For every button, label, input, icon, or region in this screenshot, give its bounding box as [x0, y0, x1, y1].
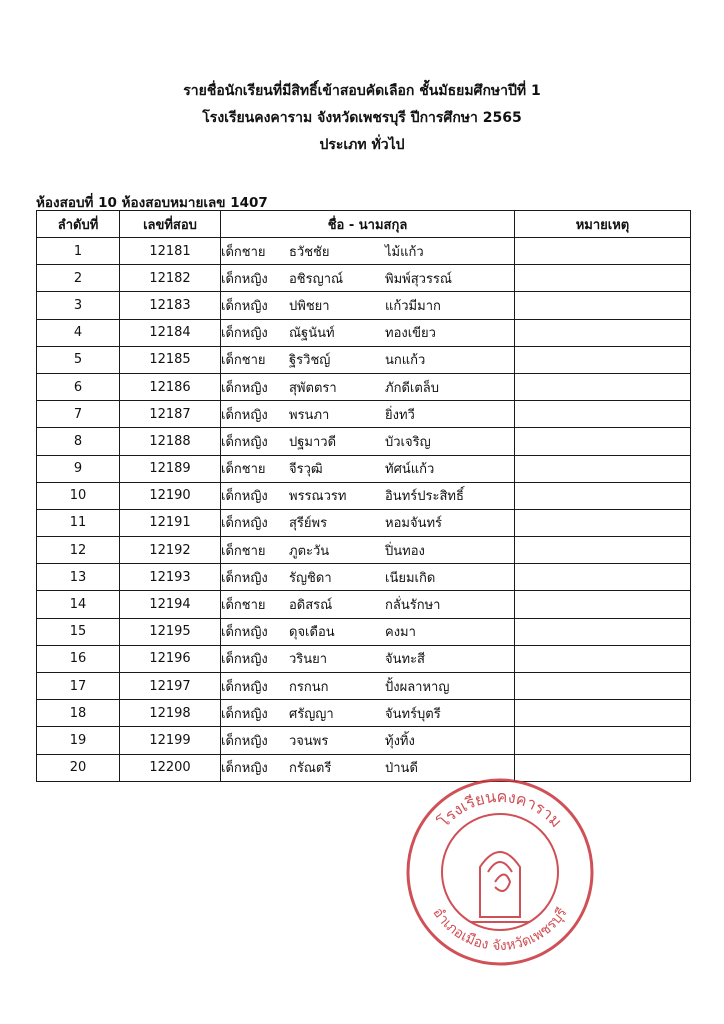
name-title: เด็กหญิง: [221, 271, 268, 287]
table-row: [37, 645, 691, 672]
note-cell: [515, 700, 691, 727]
note-cell: [515, 509, 691, 536]
header-category: ประเภท ทั่วไป: [319, 137, 405, 153]
note-cell: [515, 401, 691, 428]
name-title: เด็กชาย: [221, 598, 266, 614]
name-cell: [221, 373, 515, 400]
exam-number-cell: 12200: [120, 754, 221, 781]
first-name: วจนพร: [289, 733, 329, 749]
last-name: ทุ้งทิ้ง: [385, 733, 415, 749]
exam-number-cell: 12181: [120, 238, 221, 265]
exam-number-cell: 12190: [120, 482, 221, 509]
exam-number-cell: 12194: [120, 591, 221, 618]
seq-cell: 4: [37, 319, 120, 346]
first-name: สุพัตตรา: [289, 380, 337, 396]
name-title: เด็กหญิง: [221, 761, 268, 777]
first-name: ปพิชยา: [289, 298, 330, 314]
last-name: เนียมเกิด: [385, 570, 436, 586]
exam-room-label: ห้องสอบที่ 10 ห้องสอบหมายเลข 1407: [36, 195, 268, 211]
note-cell: [515, 265, 691, 292]
name-cell: [221, 564, 515, 591]
exam-number-cell: 12185: [120, 346, 221, 373]
first-name: ฐิรวิชญ์: [289, 353, 331, 369]
name-title: เด็กหญิง: [221, 652, 268, 668]
name-title: เด็กชาย: [221, 543, 266, 559]
note-cell: [515, 618, 691, 645]
last-name: ปิ่นทอง: [385, 543, 425, 559]
note-cell: [515, 645, 691, 672]
seal-bottom-text: อำเภอเมือง จังหวัดเพชรบุรี: [429, 904, 571, 955]
seq-cell: 14: [37, 591, 120, 618]
header-school: โรงเรียนคงคาราม จังหวัดเพชรบุรี ปีการศึกษา 2565: [202, 110, 522, 126]
exam-number-cell: 12191: [120, 509, 221, 536]
first-name: ดุจเดือน: [289, 625, 335, 641]
first-name: ภูตะวัน: [289, 543, 330, 559]
name-title: เด็กหญิง: [221, 706, 268, 722]
table-row: [37, 373, 691, 400]
first-name: กรัณตรี: [289, 761, 332, 777]
note-cell: [515, 428, 691, 455]
table-row: [37, 673, 691, 700]
name-cell: [221, 537, 515, 564]
last-name: นกแก้ว: [385, 353, 426, 369]
last-name: ปั้งผลาหาญ: [385, 679, 450, 695]
seq-cell: 13: [37, 564, 120, 591]
first-name: จีรวุฒิ: [289, 462, 323, 478]
table-row: [37, 265, 691, 292]
seq-cell: 17: [37, 673, 120, 700]
school-seal-stamp: [400, 772, 600, 972]
exam-number-cell: 12183: [120, 292, 221, 319]
student-roster-table: [36, 210, 691, 782]
name-title: เด็กชาย: [221, 353, 266, 369]
seq-cell: 19: [37, 727, 120, 754]
name-title: เด็กหญิง: [221, 679, 268, 695]
name-cell: [221, 673, 515, 700]
seq-cell: 10: [37, 482, 120, 509]
name-title: เด็กหญิง: [221, 407, 268, 423]
name-cell: [221, 292, 515, 319]
first-name: วรินยา: [289, 652, 328, 668]
name-title: เด็กหญิง: [221, 733, 268, 749]
last-name: ทองเขียว: [385, 326, 436, 342]
seq-cell: 8: [37, 428, 120, 455]
table-row: [37, 618, 691, 645]
exam-number-cell: 12193: [120, 564, 221, 591]
name-title: เด็กชาย: [221, 244, 266, 260]
note-cell: [515, 346, 691, 373]
exam-number-cell: 12198: [120, 700, 221, 727]
first-name: กรกนก: [289, 679, 329, 695]
name-cell: [221, 401, 515, 428]
name-cell: [221, 727, 515, 754]
first-name: รัญชิดา: [289, 570, 332, 586]
last-name: แก้วมีมาก: [385, 298, 441, 314]
exam-number-cell: 12199: [120, 727, 221, 754]
seq-cell: 1: [37, 238, 120, 265]
note-cell: [515, 373, 691, 400]
seq-cell: 3: [37, 292, 120, 319]
table-row: [37, 537, 691, 564]
exam-number-cell: 12184: [120, 319, 221, 346]
note-cell: [515, 238, 691, 265]
exam-number-cell: 12195: [120, 618, 221, 645]
last-name: ทัศน์แก้ว: [385, 462, 435, 478]
seq-cell: 15: [37, 618, 120, 645]
header-exam-number: เลขที่สอบ: [120, 211, 221, 238]
name-cell: [221, 319, 515, 346]
name-cell: [221, 238, 515, 265]
first-name: ณัฐนันท์: [289, 326, 335, 342]
table-row: [37, 238, 691, 265]
header-title: รายชื่อนักเรียนที่มีสิทธิ์เข้าสอบคัดเลือก ชั้นมัธยมศึกษาปีที่ 1: [183, 83, 541, 99]
note-cell: [515, 455, 691, 482]
note-cell: [515, 673, 691, 700]
note-cell: [515, 292, 691, 319]
name-cell: [221, 455, 515, 482]
seq-cell: 9: [37, 455, 120, 482]
name-title: เด็กหญิง: [221, 516, 268, 532]
name-title: เด็กชาย: [221, 462, 266, 478]
last-name: กลั่นรักษา: [385, 598, 441, 614]
table-row: [37, 482, 691, 509]
first-name: ศรัญญา: [289, 706, 334, 722]
seq-cell: 12: [37, 537, 120, 564]
last-name: บัวเจริญ: [385, 434, 431, 450]
name-title: เด็กหญิง: [221, 298, 268, 314]
note-cell: [515, 537, 691, 564]
table-row: [37, 401, 691, 428]
name-cell: [221, 346, 515, 373]
exam-number-cell: 12188: [120, 428, 221, 455]
header-note: หมายเหตุ: [515, 211, 691, 238]
table-row: [37, 455, 691, 482]
table-row: [37, 700, 691, 727]
seq-cell: 6: [37, 373, 120, 400]
name-cell: [221, 428, 515, 455]
seq-cell: 7: [37, 401, 120, 428]
first-name: สุรีย์พร: [289, 516, 328, 532]
table-row: [37, 509, 691, 536]
exam-number-cell: 12192: [120, 537, 221, 564]
table-body: [37, 238, 691, 782]
exam-number-cell: 12186: [120, 373, 221, 400]
seq-cell: 20: [37, 754, 120, 781]
table-row: [37, 428, 691, 455]
header-seq: ลำดับที่: [37, 211, 120, 238]
note-cell: [515, 564, 691, 591]
exam-number-cell: 12196: [120, 645, 221, 672]
table-row: [37, 346, 691, 373]
last-name: อินทร์ประสิทธิ์: [385, 489, 464, 505]
seq-cell: 16: [37, 645, 120, 672]
last-name: หอมจันทร์: [385, 516, 443, 532]
name-title: เด็กหญิง: [221, 434, 268, 450]
first-name: พรรณวรท: [289, 489, 347, 505]
name-cell: [221, 645, 515, 672]
name-cell: [221, 509, 515, 536]
name-title: เด็กหญิง: [221, 380, 268, 396]
table-header-row: [37, 211, 691, 238]
note-cell: [515, 319, 691, 346]
seq-cell: 11: [37, 509, 120, 536]
table-row: [37, 319, 691, 346]
first-name: ปฐมาวดี: [289, 434, 337, 450]
note-cell: [515, 482, 691, 509]
name-cell: [221, 700, 515, 727]
exam-number-cell: 12197: [120, 673, 221, 700]
name-cell: [221, 618, 515, 645]
table-row: [37, 727, 691, 754]
exam-number-cell: 12182: [120, 265, 221, 292]
last-name: ภักดีเตล็บ: [385, 380, 439, 396]
name-cell: [221, 265, 515, 292]
seq-cell: 2: [37, 265, 120, 292]
header-name: ชื่อ - นามสกุล: [221, 211, 515, 238]
seal-top-text: โรงเรียนคงคาราม: [433, 786, 566, 832]
last-name: คงมา: [385, 625, 416, 641]
last-name: จันทร์บุตรี: [385, 706, 441, 722]
first-name: พรนภา: [289, 407, 330, 423]
document-header: [0, 78, 724, 159]
last-name: ไม้แก้ว: [385, 244, 424, 260]
last-name: พิมพ์สุวรรณ์: [385, 271, 452, 287]
table-row: [37, 564, 691, 591]
name-title: เด็กหญิง: [221, 570, 268, 586]
exam-number-cell: 12187: [120, 401, 221, 428]
first-name: ธวัชชัย: [289, 244, 330, 260]
name-title: เด็กหญิง: [221, 326, 268, 342]
name-cell: [221, 482, 515, 509]
table-row: [37, 292, 691, 319]
name-title: เด็กหญิง: [221, 489, 268, 505]
seq-cell: 18: [37, 700, 120, 727]
note-cell: [515, 591, 691, 618]
name-cell: [221, 591, 515, 618]
first-name: อดิสรณ์: [289, 598, 333, 614]
last-name: ยิ่งทวี: [385, 407, 415, 423]
seq-cell: 5: [37, 346, 120, 373]
name-title: เด็กหญิง: [221, 625, 268, 641]
note-cell: [515, 727, 691, 754]
exam-number-cell: 12189: [120, 455, 221, 482]
first-name: อชิรญาณ์: [289, 271, 344, 287]
last-name: จันทะสี: [385, 652, 425, 668]
last-name: ป่านดี: [385, 761, 418, 777]
table-row: [37, 591, 691, 618]
